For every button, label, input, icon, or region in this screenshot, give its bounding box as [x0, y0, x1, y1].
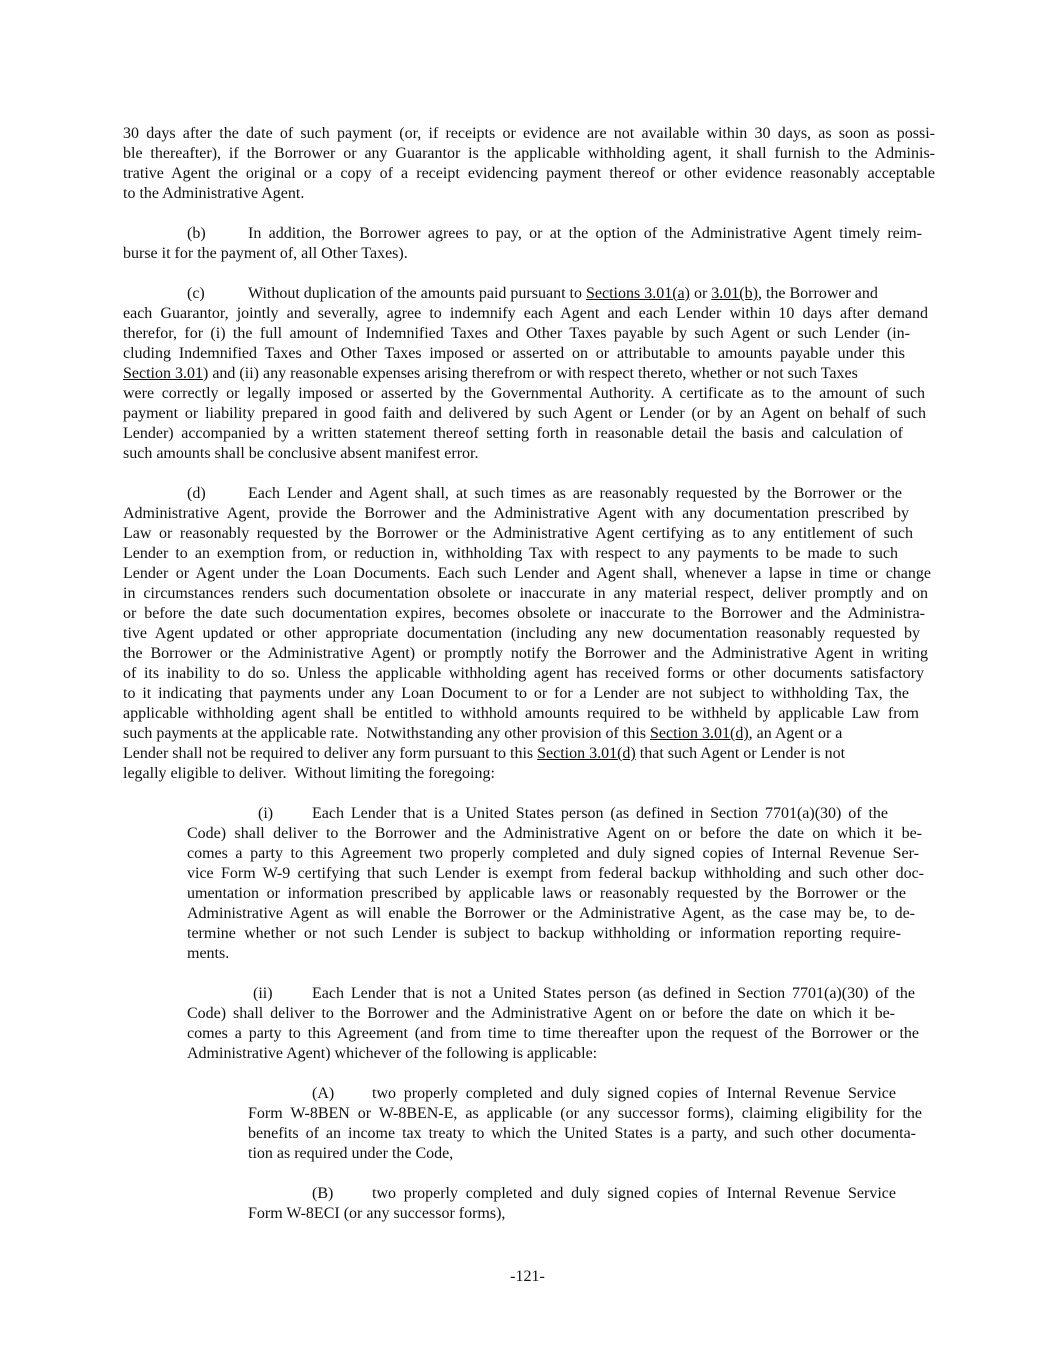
paragraph-line: Each Lender that is not a United States person (as defined in Section 7701(a)(30) of the: [312, 985, 915, 1002]
paragraph-line: vice Form W-9 certifying that such Lender is exempt from federal backup withholding and such other doc-: [187, 865, 924, 882]
paragraph-line: were correctly or legally imposed or asserted by the Governmental Authority. A certificate as to the amount of such: [123, 385, 925, 402]
paragraph-line: legally eligible to deliver. Without limiting the foregoing:: [123, 765, 495, 782]
paragraph-line: the Borrower or the Administrative Agent) or promptly notify the Borrower and the Administrative Agent in writing: [123, 645, 928, 662]
paragraph-line: cluding Indemnified Taxes and Other Taxes imposed or asserted on or attributable to amounts payable under this: [123, 345, 905, 362]
paragraph-line: such payments at the applicable rate. Notwithstanding any other provision of this Section 3.01(d), an Agent or a: [123, 725, 843, 742]
paragraph-line: such amounts shall be conclusive absent manifest error.: [123, 445, 479, 462]
paragraph-line: burse it for the payment of, all Other Taxes).: [123, 245, 408, 262]
paragraph-line: In addition, the Borrower agrees to pay, or at the option of the Administrative Agent timely reim-: [248, 225, 922, 242]
paragraph-line: Administrative Agent) whichever of the following is applicable:: [187, 1045, 598, 1062]
paragraph-line: each Guarantor, jointly and severally, agree to indemnify each Agent and each Lender within 10 days after demand: [123, 305, 928, 322]
cross-reference-link[interactable]: Section 3.01(d): [537, 745, 636, 762]
paragraph-line: Code) shall deliver to the Borrower and the Administrative Agent on or before the date on which it be-: [187, 1005, 895, 1022]
cross-reference-link[interactable]: Section 3.01: [123, 365, 203, 382]
cross-reference-link[interactable]: 3.01(b): [711, 285, 758, 302]
paragraph-line: Each Lender and Agent shall, at such times as are reasonably requested by the Borrower or the: [248, 485, 902, 502]
paragraph-line: umentation or information prescribed by applicable laws or reasonably requested by the Borrower or the: [187, 885, 906, 902]
paragraph-line: Lender) accompanied by a written statement thereof setting forth in reasonable detail the basis and calculation of: [123, 425, 903, 442]
cross-reference-link[interactable]: Sections 3.01(a): [585, 285, 690, 302]
paragraph-line: benefits of an income tax treaty to which the United States is a party, and such other documenta-: [248, 1125, 916, 1142]
paragraph-line: therefor, for (i) the full amount of Indemnified Taxes and Other Taxes payable by such Agent or such Lender (in-: [123, 325, 910, 342]
clause-label-d: (d): [187, 485, 206, 502]
paragraph-line: tive Agent updated or other appropriate documentation (including any new documentation reasonably requested by: [123, 625, 920, 642]
paragraph-line: Law or reasonably requested by the Borrower or the Administrative Agent certifying as to any entitlement of such: [123, 525, 913, 542]
paragraph-line: tion as required under the Code,: [248, 1145, 454, 1162]
paragraph-line: Section 3.01) and (ii) any reasonable expenses arising therefrom or with respect thereto, whether or not such Taxes: [123, 365, 858, 382]
cross-reference-link[interactable]: Section 3.01(d): [650, 725, 749, 742]
paragraph-line: Lender or Agent under the Loan Documents. Each such Lender and Agent shall, whenever a lapse in time or change: [123, 565, 931, 582]
paragraph-line: to it indicating that payments under any Loan Document to or for a Lender are not subject to withholding Tax, the: [123, 685, 909, 702]
paragraph-line: ments.: [187, 945, 230, 962]
paragraph-line: 30 days after the date of such payment (or, if receipts or evidence are not available within 30 days, as soon as possi-: [123, 125, 935, 142]
paragraph-line: comes a party to this Agreement two properly completed and duly signed copies of Internal Revenue Ser-: [187, 845, 919, 862]
paragraph-line: Code) shall deliver to the Borrower and the Administrative Agent on or before the date on which it be-: [187, 825, 922, 842]
paragraph-line: Administrative Agent, provide the Borrower and the Administrative Agent with any documentation prescribed by: [123, 505, 909, 522]
paragraph-line: trative Agent the original or a copy of a receipt evidencing payment thereof or other evidence reasonably acceptable: [123, 165, 935, 182]
paragraph-line: Lender shall not be required to deliver any form pursuant to this Section 3.01(d) that such Agent or Lender is not: [123, 745, 846, 762]
clause-label-A: (A): [312, 1085, 335, 1102]
paragraph-line: two properly completed and duly signed copies of Internal Revenue Service: [372, 1085, 896, 1102]
clause-label-ii: (ii): [253, 985, 273, 1002]
paragraph-line: or before the date such documentation expires, becomes obsolete or inaccurate to the Borrower and the Administra-: [123, 605, 925, 622]
paragraph-line: Without duplication of the amounts paid pursuant to Sections 3.01(a) or 3.01(b), the Borrower and: [248, 285, 878, 302]
clause-label-B: (B): [312, 1185, 334, 1202]
clause-label-i: (i): [258, 805, 274, 822]
paragraph-line: applicable withholding agent shall be entitled to withhold amounts required to be withheld by applicable Law from: [123, 705, 919, 722]
paragraph-line: Each Lender that is a United States person (as defined in Section 7701(a)(30) of the: [312, 805, 888, 822]
clause-label-b: (b): [187, 225, 206, 242]
paragraph-line: Form W-8BEN or W-8BEN-E, as applicable (or any successor forms), claiming eligibility for the: [248, 1105, 922, 1122]
paragraph-line: ble thereafter), if the Borrower or any Guarantor is the applicable withholding agent, it shall furnish to the Adminis-: [123, 145, 935, 162]
paragraph-line: to the Administrative Agent.: [123, 185, 305, 202]
paragraph-line: Administrative Agent as will enable the Borrower or the Administrative Agent, as the case may be, to de-: [187, 905, 915, 922]
paragraph-line: comes a party to this Agreement (and from time to time thereafter upon the request of the Borrower or the: [187, 1025, 919, 1042]
paragraph-line: of its inability to do so. Unless the applicable withholding agent has received forms or other documents satisfactory: [123, 665, 924, 682]
paragraph-line: termine whether or not such Lender is subject to backup withholding or information reporting require-: [187, 925, 901, 942]
paragraph-line: Form W-8ECI (or any successor forms),: [248, 1205, 506, 1222]
paragraph-line: in circumstances renders such documentation obsolete or inaccurate in any material respect, deliver promptly and on: [123, 585, 928, 602]
clause-label-c: (c): [187, 285, 205, 302]
paragraph-line: two properly completed and duly signed copies of Internal Revenue Service: [372, 1185, 896, 1202]
paragraph-line: payment or liability prepared in good faith and delivered by such Agent or Lender (or by an Agent on behalf of such: [123, 405, 926, 422]
paragraph-line: Lender to an exemption from, or reduction in, withholding Tax with respect to any payments to be made to such: [123, 545, 898, 562]
page-number: -121-: [510, 1268, 545, 1285]
